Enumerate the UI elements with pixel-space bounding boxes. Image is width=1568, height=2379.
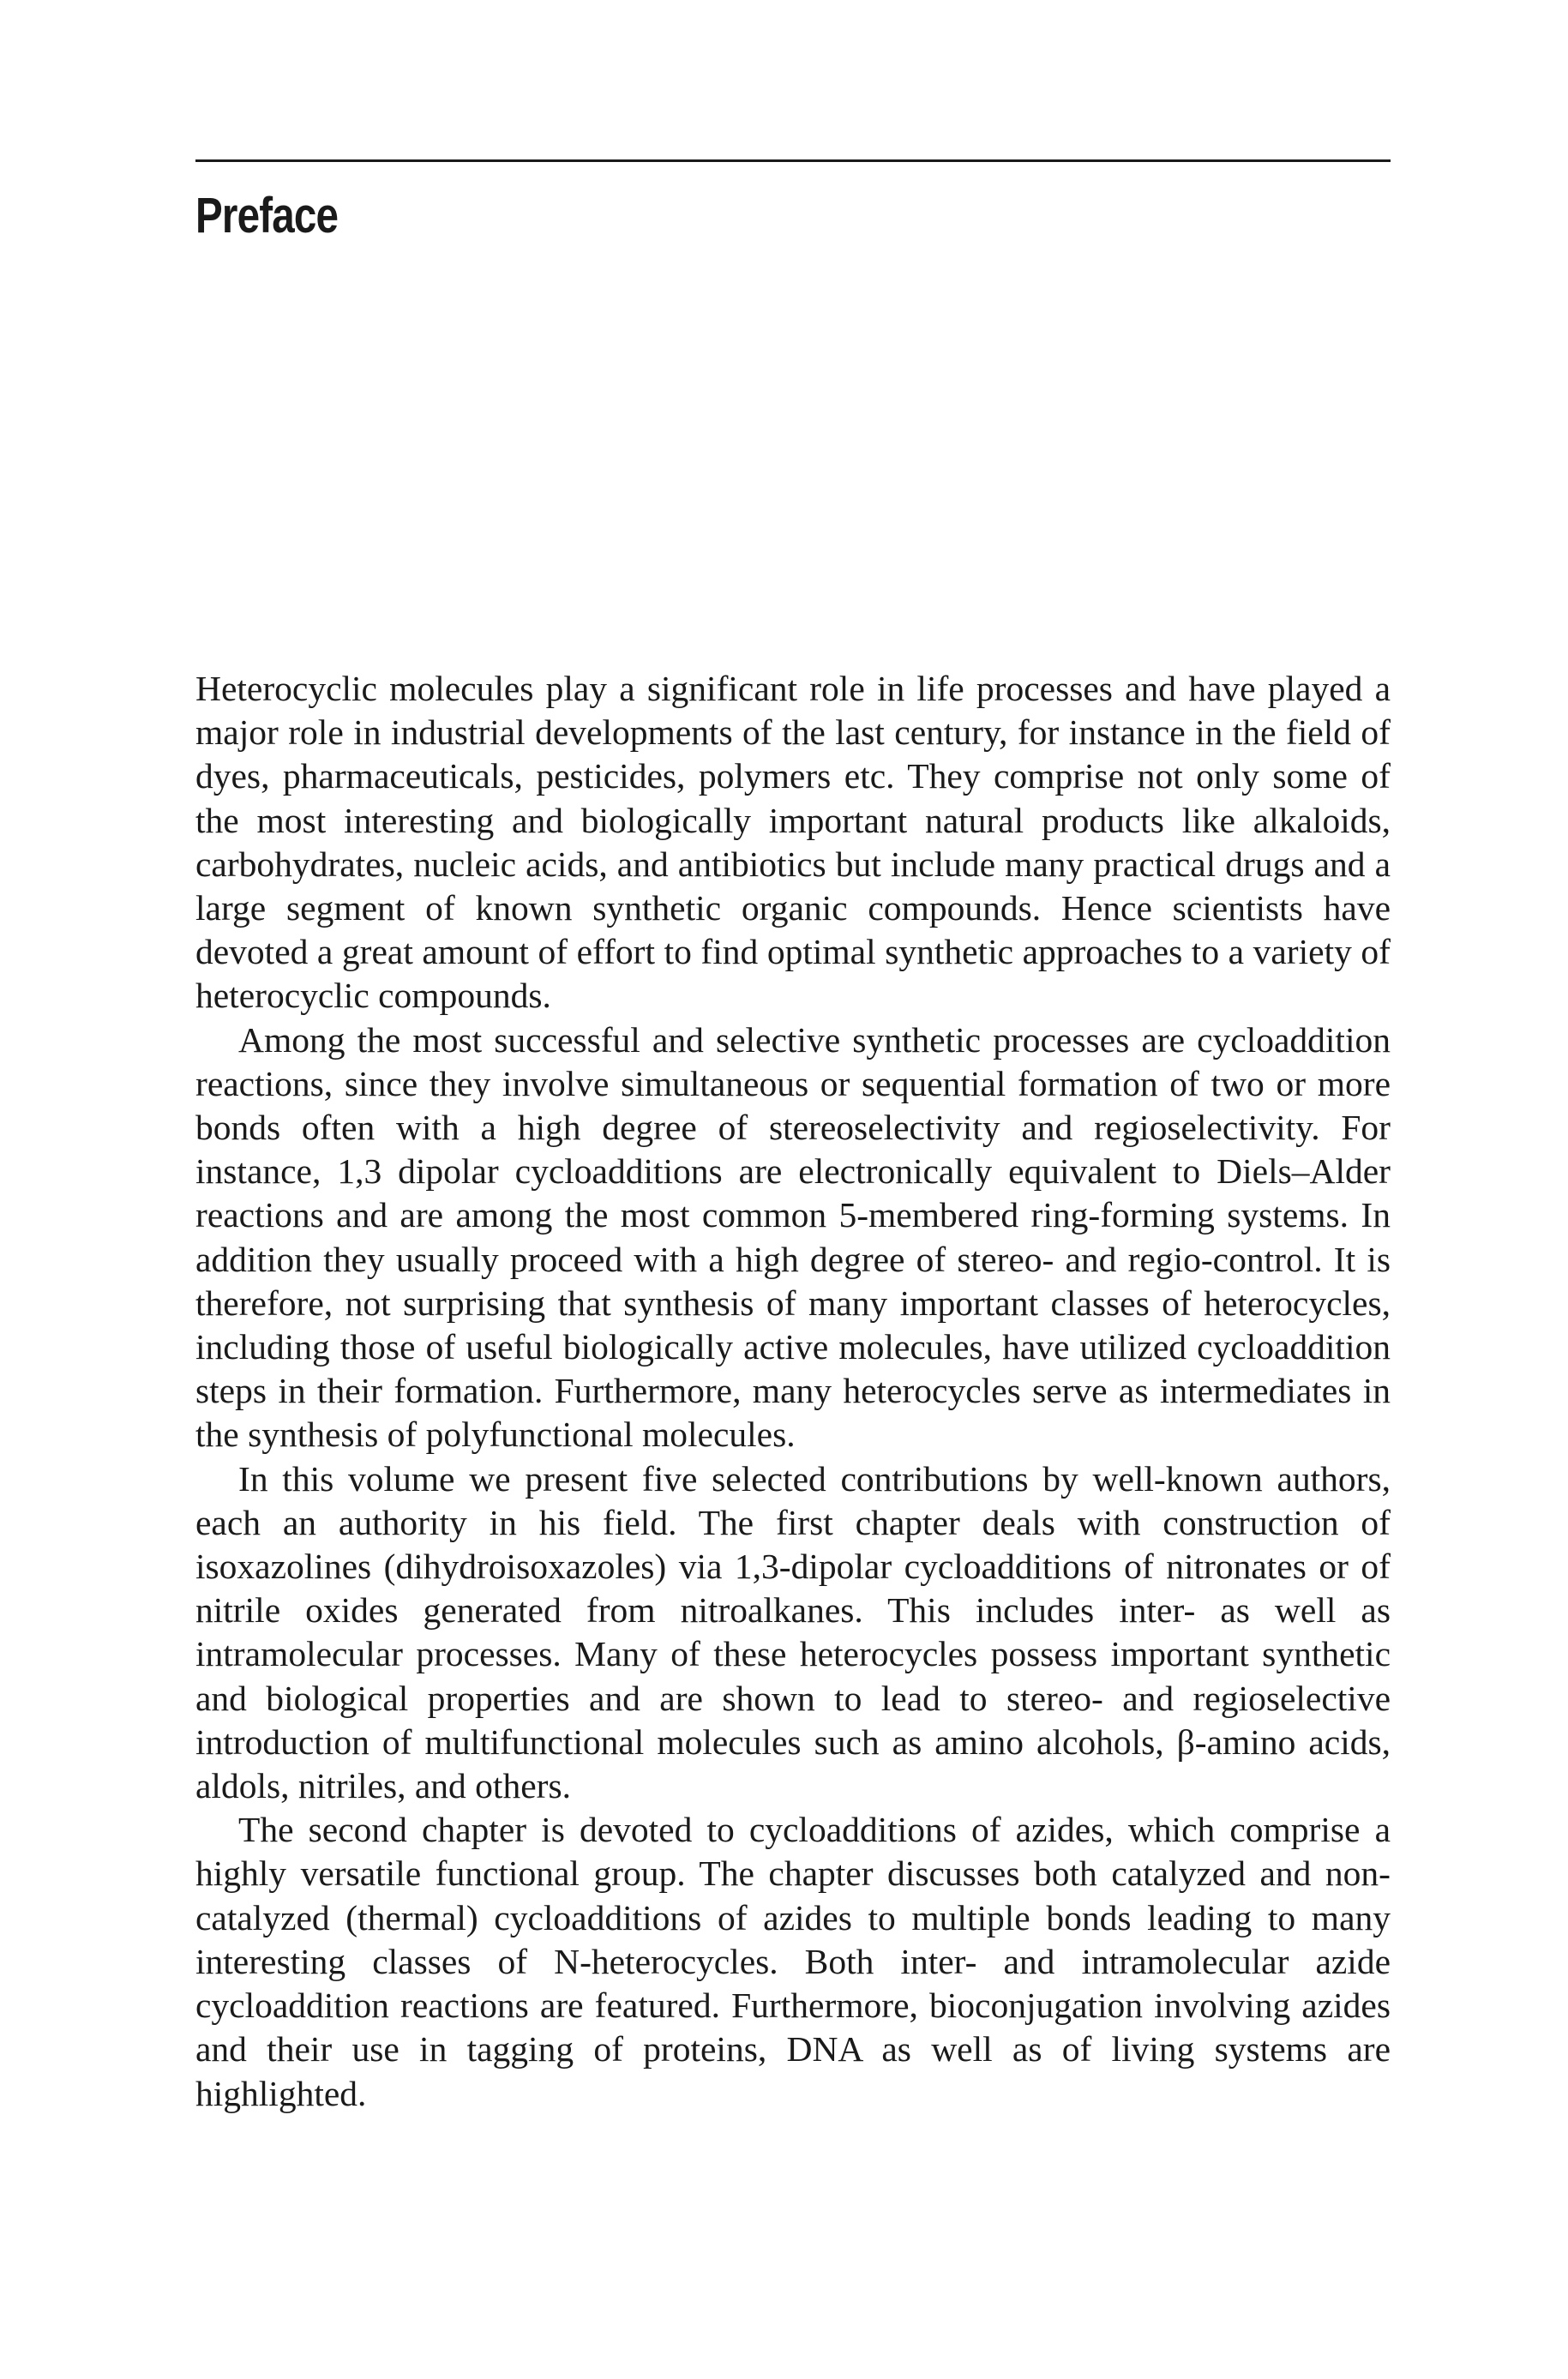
page-title: Preface bbox=[195, 188, 339, 243]
preface-body bbox=[195, 667, 1391, 2116]
paragraph-1: Heterocyclic molecules play a significant role in life processes and have played a major role in industrial developments of the last century, for instance in the field of dyes, pharmaceuticals, pesticides, polymers etc. They comprise not only some of the most interesting and biologically important natural products like alkaloids, carbohydrates, nucleic acids, and antibiotics but include many practical drugs and a large segment of known synthetic organic compounds. Hence scientists have devoted a great amount of effort to find optimal synthetic approaches to a variety of heterocyclic compounds. bbox=[195, 669, 1391, 1016]
paragraph-2: Among the most successful and selective synthetic processes are cycloaddition reactions, since they involve simultaneous or sequential formation of two or more bonds often with a high degree of stereoselectivity and regioselectivity. For instance, 1,3 dipolar cycloadditions are electronically equivalent to Diels–Alder reactions and are among the most common 5-membered ring-forming systems. In addition they usually proceed with a high degree of stereo- and regio-control. It is therefore, not surprising that synthesis of many important classes of heterocycles, including those of useful biologically active molecules, have utilized cycloaddition steps in their formation. Furthermore, many heterocycles serve as intermediates in the synthesis of polyfunctional molecules. bbox=[195, 1019, 1391, 1455]
top-rule bbox=[195, 159, 1391, 162]
paragraph-3: In this volume we present five selected contributions by well-known authors, each an authority in his field. The first chapter deals with construction of isoxazolines (dihydroisoxazoles) via 1,3-dipolar cycloadditions of nitronates or of nitrile oxides generated from nitroalkanes. This includes inter- as well as intramolecular processes. Many of these heterocycles possess important synthetic and biological properties and are shown to lead to stereo- and regioselective introduction of multifunctional molecules such as amino alcohols, β-amino acids, aldols, nitriles, and others. bbox=[195, 1458, 1391, 1806]
paragraph-4: The second chapter is devoted to cycloadditions of azides, which comprise a highly versatile functional group. The chapter discusses both catalyzed and non-catalyzed (thermal) cycloadditions of azides to multiple bonds leading to many interesting classes of N-heterocycles. Both inter- and intramolecular azide cycloaddition reactions are featured. Furthermore, bioconjugation involving azides and their use in tagging of proteins, DNA as well as of living systems are highlighted. bbox=[195, 1810, 1391, 2113]
